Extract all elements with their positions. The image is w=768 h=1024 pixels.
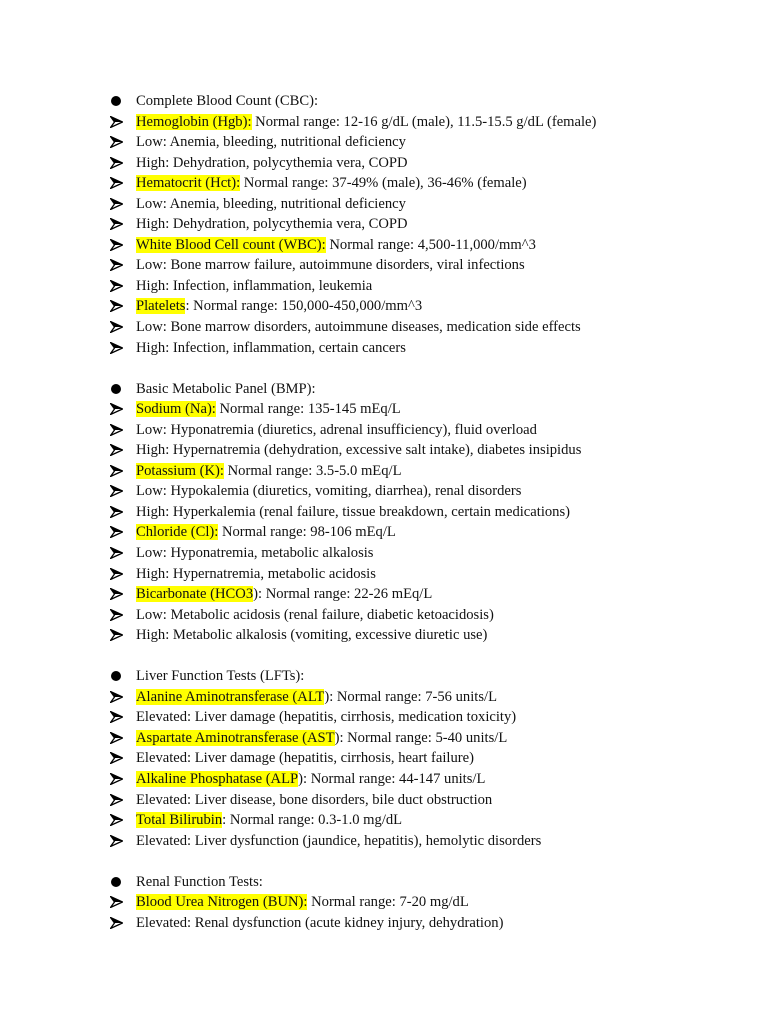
section-heading: Liver Function Tests (LFTs): [136, 668, 305, 685]
list-item [0, 728, 768, 749]
section-heading: Renal Function Tests: [136, 873, 263, 890]
highlighted-test-name: Hematocrit (Hct): [136, 175, 241, 192]
item-text: Elevated: Liver damage (hepatitis, cirrhosis, heart failure) [136, 750, 474, 767]
list-item [0, 338, 768, 359]
arrowhead-bullet-icon [110, 748, 124, 768]
arrowhead-bullet-icon [110, 810, 124, 830]
arrowhead-bullet-icon [110, 132, 124, 152]
list-item [0, 769, 768, 790]
item-text: ): Normal range: 44-147 units/L [298, 770, 486, 787]
arrowhead-bullet-icon [110, 317, 124, 337]
item-text: Normal range: 98-106 mEq/L [218, 524, 396, 541]
list-item [0, 687, 768, 708]
list-item [0, 276, 768, 297]
arrowhead-bullet-icon [110, 338, 124, 358]
item-text: High: Dehydration, polycythemia vera, COPD [136, 154, 408, 171]
arrowhead-bullet-icon [110, 235, 124, 255]
item-text: High: Hypernatremia, metabolic acidosis [136, 565, 376, 582]
highlighted-test-name: Hemoglobin (Hgb): [136, 113, 252, 130]
list-item [0, 625, 768, 646]
list-item [0, 892, 768, 913]
arrowhead-bullet-icon [110, 296, 124, 316]
item-text: Normal range: 37-49% (male), 36-46% (female) [240, 175, 527, 192]
arrowhead-bullet-icon [110, 687, 124, 707]
arrowhead-bullet-icon [110, 440, 124, 460]
item-text: Low: Anemia, bleeding, nutritional deficiency [136, 195, 406, 212]
item-text: Normal range: 12-16 g/dL (male), 11.5-15.5 g/dL (female) [251, 113, 597, 130]
item-text: Low: Bone marrow disorders, autoimmune diseases, medication side effects [136, 319, 581, 336]
highlighted-test-name: Total Bilirubin [136, 812, 223, 829]
item-text: Elevated: Liver damage (hepatitis, cirrhosis, medication toxicity) [136, 709, 517, 726]
arrowhead-bullet-icon [110, 481, 124, 501]
list-item [0, 461, 768, 482]
item-text: High: Metabolic alkalosis (vomiting, excessive diuretic use) [136, 627, 488, 644]
section-heading-line [0, 379, 768, 400]
item-text: ): Normal range: 22-26 mEq/L [253, 586, 433, 603]
highlighted-test-name: Platelets [136, 298, 186, 315]
filled-circle-bullet-icon [111, 96, 121, 106]
highlighted-test-name: Chloride (Cl): [136, 524, 219, 541]
highlighted-test-name: Blood Urea Nitrogen (BUN): [136, 894, 308, 911]
section-heading: Complete Blood Count (CBC): [136, 93, 319, 109]
arrowhead-bullet-icon [110, 173, 124, 193]
list-item [0, 132, 768, 153]
item-text: Elevated: Renal dysfunction (acute kidney injury, dehydration) [136, 914, 504, 931]
arrowhead-bullet-icon [110, 153, 124, 173]
list-item [0, 707, 768, 728]
section [0, 872, 768, 934]
arrowhead-bullet-icon [110, 399, 124, 419]
list-item [0, 153, 768, 174]
item-text: Normal range: 3.5-5.0 mEq/L [223, 462, 402, 479]
section-heading-line [0, 666, 768, 687]
arrowhead-bullet-icon [110, 420, 124, 440]
section [0, 379, 768, 646]
item-text: High: Infection, inflammation, leukemia [136, 277, 373, 294]
section-heading: Basic Metabolic Panel (BMP): [136, 380, 316, 397]
list-item [0, 831, 768, 852]
arrowhead-bullet-icon [110, 461, 124, 481]
list-item [0, 255, 768, 276]
arrowhead-bullet-icon [110, 522, 124, 542]
arrowhead-bullet-icon [110, 564, 124, 584]
list-item [0, 810, 768, 831]
item-text: Low: Metabolic acidosis (renal failure, diabetic ketoacidosis) [136, 606, 494, 623]
section [0, 666, 768, 851]
arrowhead-bullet-icon [110, 790, 124, 810]
highlighted-test-name: Potassium (K): [136, 462, 224, 479]
list-item [0, 543, 768, 564]
list-item [0, 522, 768, 543]
item-text: Low: Hyponatremia, metabolic alkalosis [136, 544, 374, 561]
item-text: Normal range: 4,500-11,000/mm^3 [325, 236, 536, 253]
list-item [0, 420, 768, 441]
item-text: High: Infection, inflammation, certain cancers [136, 339, 406, 356]
list-item [0, 564, 768, 585]
filled-circle-bullet-icon [111, 671, 121, 681]
arrowhead-bullet-icon [110, 892, 124, 912]
arrowhead-bullet-icon [110, 831, 124, 851]
highlighted-test-name: Aspartate Aminotransferase (AST [136, 729, 335, 746]
item-text: Low: Hypokalemia (diuretics, vomiting, diarrhea), renal disorders [136, 483, 522, 500]
item-text: Normal range: 7-20 mg/dL [307, 894, 469, 911]
item-text: Low: Hyponatremia (diuretics, adrenal insufficiency), fluid overload [136, 421, 537, 438]
list-item [0, 584, 768, 605]
arrowhead-bullet-icon [110, 276, 124, 296]
list-item [0, 235, 768, 256]
list-item [0, 502, 768, 523]
section [0, 91, 768, 358]
list-item [0, 399, 768, 420]
arrowhead-bullet-icon [110, 605, 124, 625]
list-item [0, 440, 768, 461]
arrowhead-bullet-icon [110, 255, 124, 275]
list-item [0, 317, 768, 338]
item-text: Low: Anemia, bleeding, nutritional deficiency [136, 134, 406, 151]
list-item [0, 748, 768, 769]
list-item [0, 173, 768, 194]
item-text: High: Dehydration, polycythemia vera, COPD [136, 216, 408, 233]
section-heading-line [0, 872, 768, 893]
list-item [0, 913, 768, 934]
item-text: ): Normal range: 7-56 units/L [324, 688, 497, 705]
arrowhead-bullet-icon [110, 194, 124, 214]
highlighted-test-name: Sodium (Na): [136, 401, 216, 418]
arrowhead-bullet-icon [110, 625, 124, 645]
arrowhead-bullet-icon [110, 728, 124, 748]
highlighted-test-name: Alkaline Phosphatase (ALP [136, 770, 299, 787]
list-item [0, 214, 768, 235]
list-item [0, 605, 768, 626]
item-text: Normal range: 135-145 mEq/L [215, 401, 401, 418]
item-text: Low: Bone marrow failure, autoimmune disorders, viral infections [136, 257, 525, 274]
list-item [0, 296, 768, 317]
list-item [0, 194, 768, 215]
arrowhead-bullet-icon [110, 913, 124, 933]
highlighted-test-name: Bicarbonate (HCO3 [136, 586, 254, 603]
item-text: Elevated: Liver dysfunction (jaundice, hepatitis), hemolytic disorders [136, 832, 542, 849]
highlighted-test-name: White Blood Cell count (WBC): [136, 236, 326, 253]
list-item [0, 790, 768, 811]
arrowhead-bullet-icon [110, 543, 124, 563]
list-item [0, 481, 768, 502]
item-text: ): Normal range: 5-40 units/L [334, 729, 508, 746]
arrowhead-bullet-icon [110, 584, 124, 604]
arrowhead-bullet-icon [110, 769, 124, 789]
item-text: Elevated: Liver disease, bone disorders, bile duct obstruction [136, 791, 493, 808]
item-text: High: Hyperkalemia (renal failure, tissue breakdown, certain medications) [136, 503, 571, 520]
arrowhead-bullet-icon [110, 502, 124, 522]
filled-circle-bullet-icon [111, 877, 121, 887]
arrowhead-bullet-icon [110, 707, 124, 727]
filled-circle-bullet-icon [111, 384, 121, 394]
item-text: High: Hypernatremia (dehydration, excessive salt intake), diabetes insipidus [136, 442, 582, 459]
section-heading-line [0, 91, 768, 112]
highlighted-test-name: Alanine Aminotransferase (ALT [136, 688, 325, 705]
item-text: : Normal range: 0.3-1.0 mg/dL [222, 812, 403, 829]
arrowhead-bullet-icon [110, 214, 124, 234]
arrowhead-bullet-icon [110, 112, 124, 132]
list-item [0, 112, 768, 133]
item-text: : Normal range: 150,000-450,000/mm^3 [185, 298, 423, 315]
